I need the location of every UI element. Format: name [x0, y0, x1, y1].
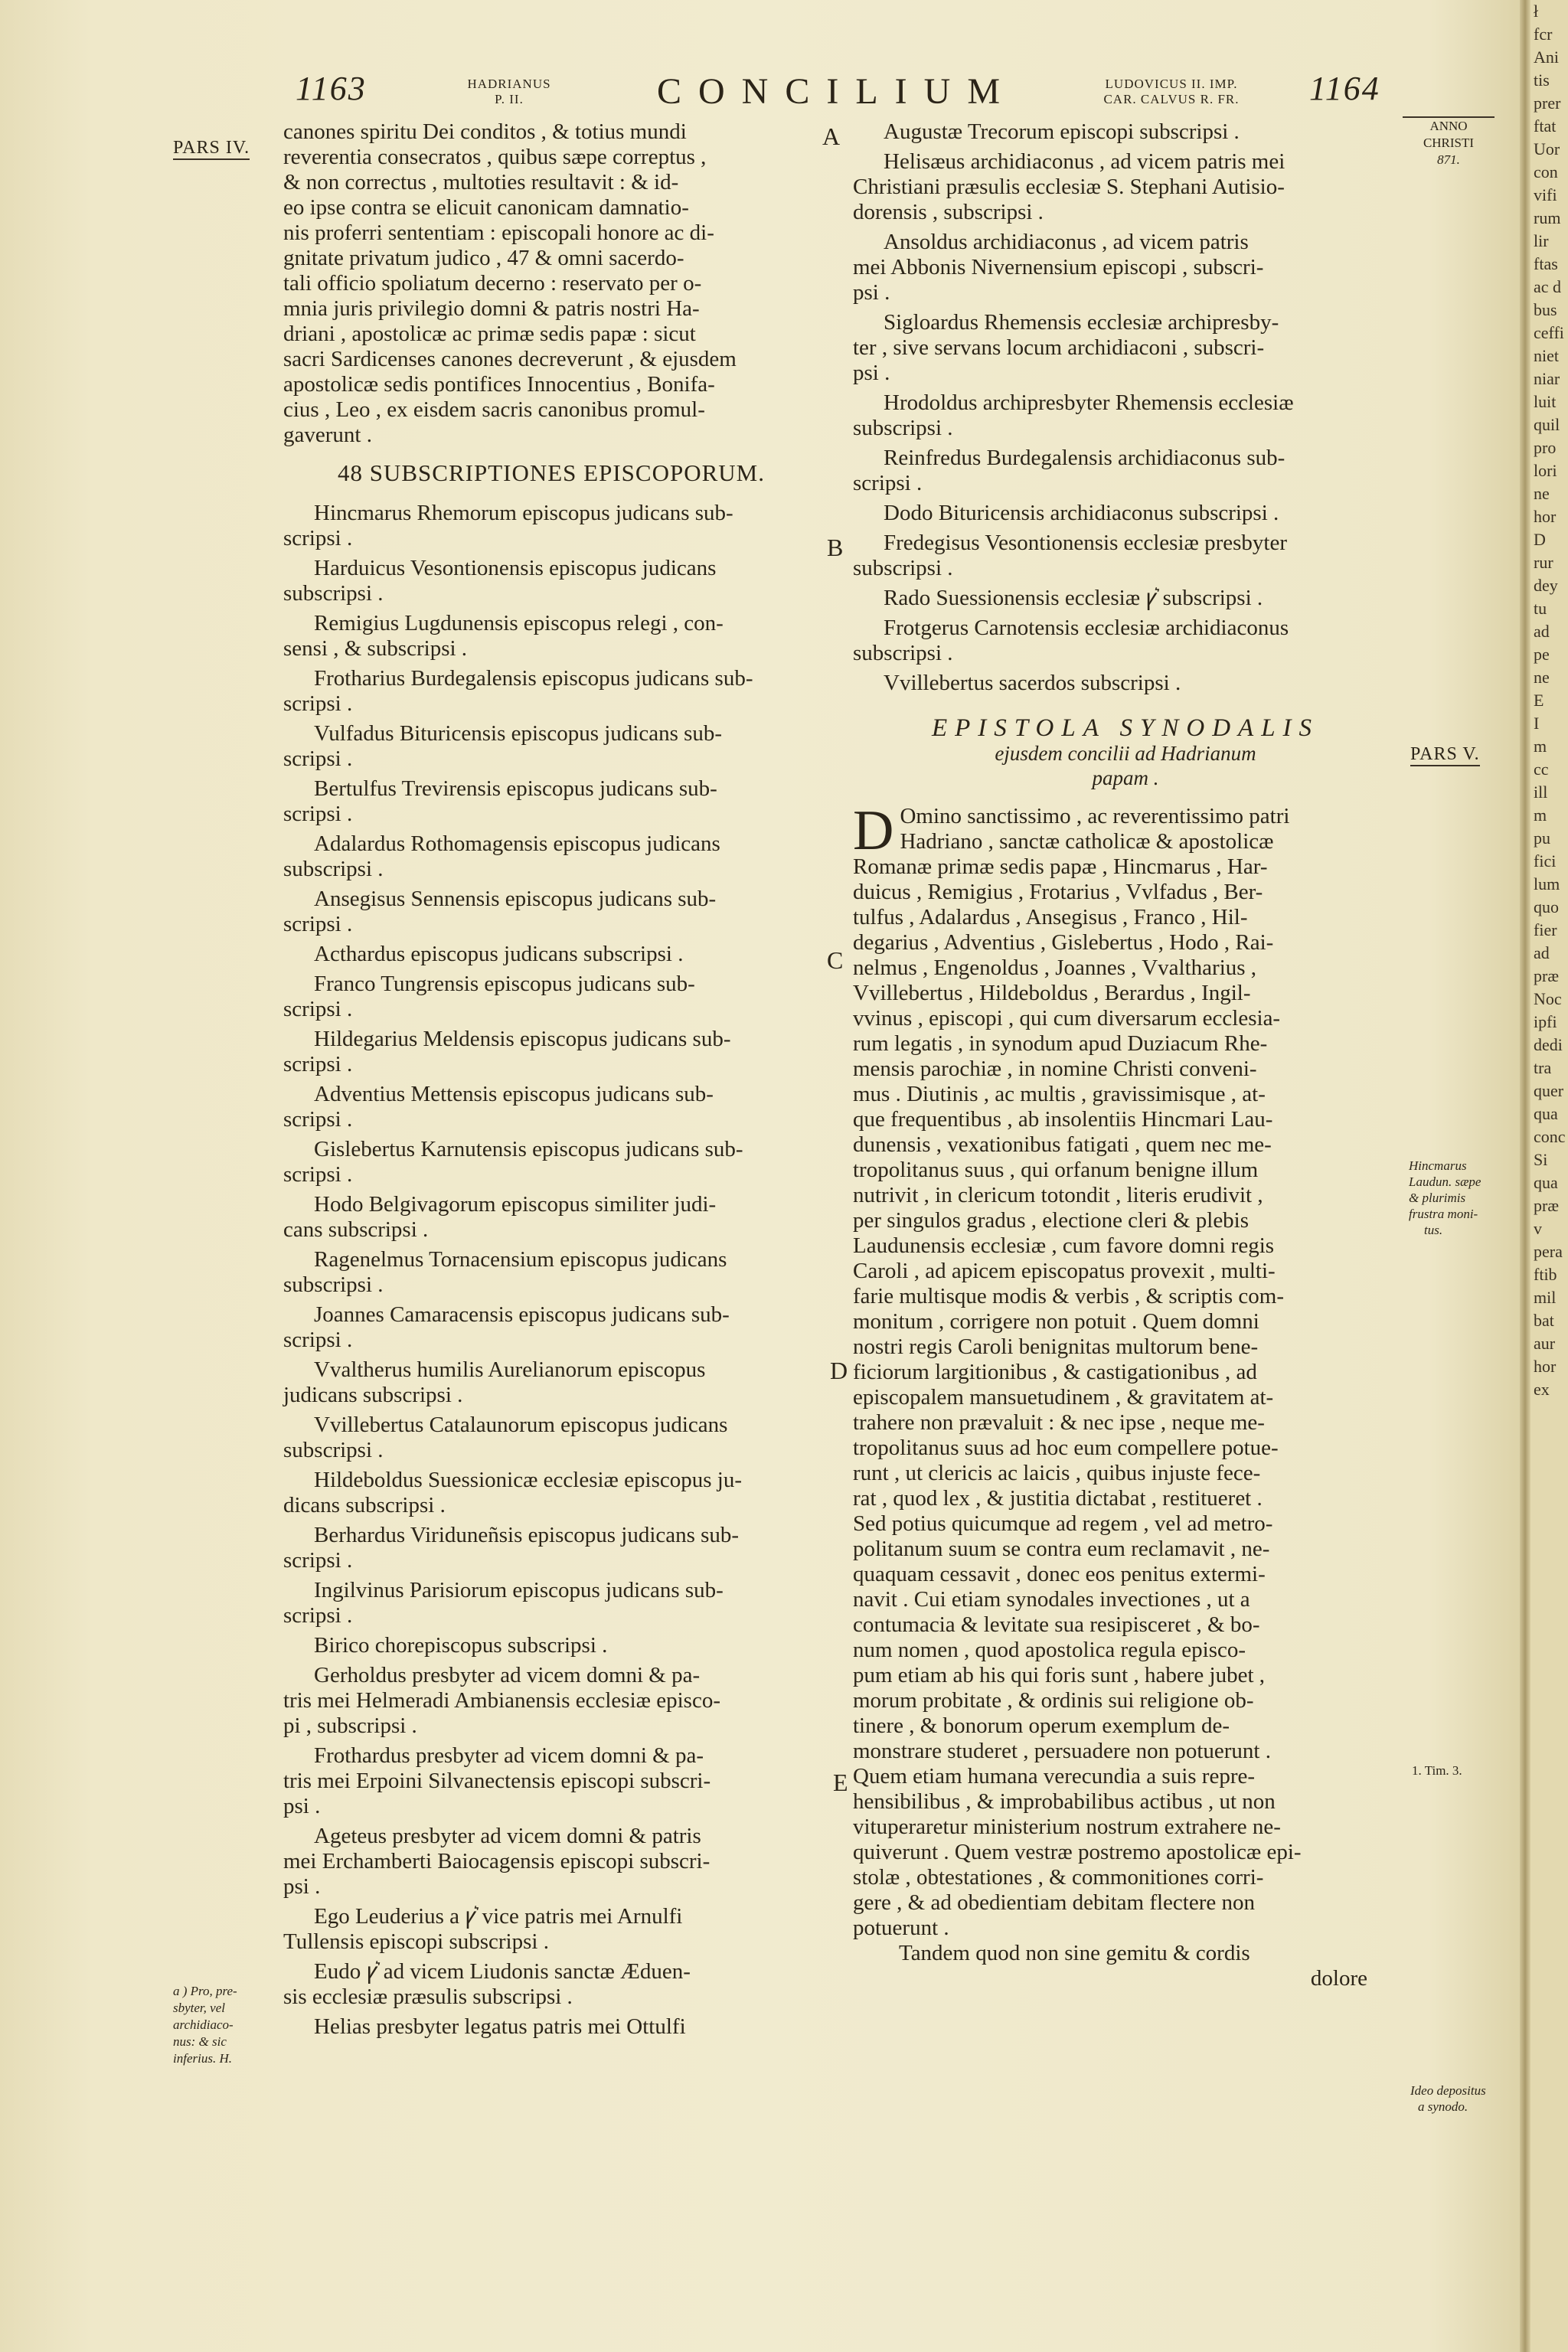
page-title: CONCILIUM — [657, 71, 1017, 112]
next-page-fragment: lori — [1534, 461, 1557, 480]
footnote-line: a ) Pro, pre- — [173, 1984, 237, 1998]
next-page-fragment: con — [1534, 162, 1558, 181]
subscription-list — [853, 119, 1398, 696]
text-line: Vvillebertus Catalaunorum episcopus judicans — [314, 1413, 728, 1437]
note-line: frustra moni- — [1409, 1207, 1478, 1221]
text-line: & non correctus , multoties resultavit : & id- — [283, 170, 679, 194]
text-line: Birico chorepiscopus subscripsi . — [314, 1633, 608, 1658]
next-page-fragment: vifi — [1534, 185, 1557, 204]
left-running-head — [452, 77, 567, 107]
text-line: Berhardus Viriduneñsis episcopus judicans sub- — [314, 1523, 740, 1547]
text-line: scripsi . — [283, 1107, 353, 1132]
next-page-fragment: E — [1534, 691, 1544, 710]
subscriptions-heading: 48 SUBSCRIPTIONES EPISCOPORUM. — [338, 459, 765, 486]
next-page-fragment: ac d — [1534, 277, 1562, 296]
subscription-entry — [283, 1663, 819, 1739]
text-line: Ingilvinus Parisiorum episcopus judicans sub- — [314, 1578, 724, 1602]
text-line: nelmus , Engenoldus , Joannes , Vvaltharius , — [853, 956, 1257, 980]
text-line: cius , Leo , ex eisdem sacris canonibus promul- — [283, 397, 705, 422]
text-line: cans subscripsi . — [283, 1217, 429, 1242]
subscription-entry — [283, 1633, 819, 1658]
text-line: mei Abbonis Nivernensium episcopi , subscri- — [853, 255, 1264, 279]
subscription-entry — [283, 972, 819, 1022]
running-head-line: CAR. CALVUS R. FR. — [1103, 92, 1240, 106]
text-line: que frequentibus , ab insolentiis Hincmari Lau- — [853, 1107, 1273, 1132]
subscription-entry — [283, 1192, 819, 1243]
subscription-entry — [283, 1247, 819, 1298]
text-line: Rado Suessionensis ecclesiæ ꝩ͛ subscripsi . — [884, 586, 1263, 610]
next-page-fragment: ne — [1534, 484, 1550, 503]
next-page-fragment: quer — [1534, 1081, 1564, 1100]
next-page-fragment: pe — [1534, 645, 1550, 664]
text-line: nostri regis Caroli benignitas multorum bene- — [853, 1334, 1259, 1359]
subscription-entry — [283, 611, 819, 662]
anno-label: ANNO — [1429, 119, 1468, 133]
text-line: subscripsi . — [283, 581, 384, 606]
text-line: scripsi . — [283, 1603, 353, 1628]
text-line: rat , quod lex , & justitia dictabat , restitueret . — [853, 1486, 1263, 1511]
text-line: Eudo ꝩ͛ ad vicem Liudonis sanctæ Æduen- — [314, 1959, 691, 1984]
text-line: scripsi . — [283, 1548, 353, 1573]
margin-note-ideo — [1410, 2082, 1486, 2115]
running-head-line: P. II. — [495, 92, 524, 106]
subscription-entry — [283, 1302, 819, 1353]
next-page-fragment: rum — [1534, 208, 1561, 227]
text-line: gere , & ad obedientiam debitam flectere non — [853, 1890, 1256, 1915]
running-head-line: HADRIANUS — [467, 77, 551, 91]
footnote — [173, 1983, 288, 2067]
text-line: eo ipse contra se elicuit canonicam damnatio- — [283, 195, 689, 220]
text-line: Vvillebertus sacerdos subscripsi . — [884, 671, 1181, 695]
text-line: num nomen , quod apostolica regula episco- — [853, 1638, 1246, 1662]
subscription-entry — [853, 149, 1398, 225]
subscription-entry — [853, 531, 1398, 581]
subscription-entry — [853, 446, 1398, 496]
next-page-fragment: v — [1534, 1219, 1542, 1238]
section-letter-a: A — [822, 122, 841, 150]
text-line: Helias presbyter legatus patris mei Ottulfi — [314, 2014, 686, 2039]
subscription-entry — [853, 501, 1398, 526]
text-line: potuerunt . — [853, 1916, 949, 1940]
next-page-fragment: I — [1534, 714, 1540, 733]
text-line: scripsi . — [283, 912, 353, 936]
text-line: scripsi . — [283, 997, 353, 1021]
year-label: 871. — [1437, 152, 1460, 167]
subscription-entry — [283, 501, 819, 551]
text-line: psi . — [283, 1794, 321, 1818]
next-page-fragment: bat — [1534, 1311, 1554, 1330]
left-column — [283, 119, 819, 2044]
subscription-list — [283, 501, 819, 2040]
footnote-line: inferius. H. — [173, 2051, 232, 2066]
next-page-edge — [1530, 0, 1568, 2352]
text-line: Joannes Camaracensis episcopus judicans sub- — [314, 1302, 730, 1327]
text-line: tali officio spoliatum decerno : reservato per o- — [283, 271, 702, 296]
text-line: apostolicæ sedis pontifices Innocentius , Bonifa- — [283, 372, 715, 397]
text-line: ter , sive servans locum archidiaconi , subscri- — [853, 335, 1265, 360]
text-line: Caroli , ad apicem episcopatus provexit , multi- — [853, 1259, 1276, 1283]
text-line: quiverunt . Quem vestræ postremo apostolicæ epi- — [853, 1840, 1302, 1864]
text-line: Ansegisus Sennensis episcopus judicans sub- — [314, 887, 717, 911]
text-line: Dodo Bituricensis archidiaconus subscripsi . — [884, 501, 1279, 525]
next-page-fragment: præ — [1534, 966, 1559, 985]
text-line: dunensis , vexationibus fatigati , quem nec me- — [853, 1132, 1272, 1157]
next-page-fragment: niar — [1534, 369, 1560, 388]
subscription-entry — [283, 1578, 819, 1628]
text-line: Remigius Lugdunensis episcopus relegi , con- — [314, 611, 724, 635]
next-page-fragment: qua — [1534, 1173, 1558, 1192]
text-line: sensi , & subscripsi . — [283, 636, 468, 661]
text-line: Fredegisus Vesontionensis ecclesiæ presbyter — [884, 531, 1288, 555]
subscription-entry — [283, 831, 819, 882]
next-page-fragment: ł — [1534, 2, 1539, 21]
text-line: mensis parochiæ , in nomine Christi conveni- — [853, 1057, 1257, 1081]
next-page-fragment: fici — [1534, 851, 1557, 871]
text-line: Frotharius Burdegalensis episcopus judicans sub- — [314, 666, 753, 691]
footnote-line: archidiaco- — [173, 2017, 234, 2032]
next-page-fragment: quo — [1534, 897, 1559, 916]
next-page-fragment: qua — [1534, 1104, 1558, 1123]
text-line: Hincmarus Rhemorum episcopus judicans sub- — [314, 501, 733, 525]
text-line: Ageteus presbyter ad vicem domni & patris — [314, 1824, 701, 1848]
text-line: dicans subscripsi . — [283, 1493, 446, 1517]
next-page-fragment: Noc — [1534, 989, 1562, 1008]
text-line: contumacia & levitate sua resipisceret , & bo- — [853, 1612, 1260, 1637]
subscription-entry — [283, 666, 819, 717]
footnote-line: sbyter, vel — [173, 2001, 225, 2015]
subscription-entry — [283, 1523, 819, 1573]
right-page-number: 1164 — [1309, 70, 1380, 107]
next-page-fragment: lum — [1534, 874, 1560, 893]
text-line: sis ecclesiæ præsulis subscripsi . — [283, 1984, 573, 2009]
text-line: subscripsi . — [853, 556, 953, 580]
epistola-body — [853, 799, 1398, 1941]
text-line: subscripsi . — [283, 1438, 384, 1462]
catchword: dolore — [1310, 1966, 1367, 1991]
right-column — [853, 119, 1398, 1991]
text-line: Hildegarius Meldensis episcopus judicans sub- — [314, 1027, 731, 1051]
text-line: Tandem quod non sine gemitu & cordis — [899, 1941, 1250, 1965]
text-line: Ansoldus archidiaconus , ad vicem patris — [884, 230, 1249, 254]
next-page-fragment: pro — [1534, 438, 1557, 457]
epistola-subtitle: ejusdem concilii ad Hadrianum — [995, 742, 1256, 765]
text-line: tropolitanus suus , qui orfanum benigne illum — [853, 1158, 1259, 1182]
text-line: Adalardus Rothomagensis episcopus judicans — [314, 831, 720, 856]
right-running-head — [1049, 77, 1294, 107]
subscription-entry — [853, 390, 1398, 441]
text-line: tris mei Erpoini Silvanectensis episcopi subscri- — [283, 1769, 711, 1793]
subscription-entry — [853, 310, 1398, 386]
note-line: a synodo. — [1418, 2099, 1468, 2114]
text-line: episcopalem mansuetudinem , & gravitatem at- — [853, 1385, 1274, 1410]
text-line: subscripsi . — [283, 857, 384, 881]
next-page-fragment: hor — [1534, 507, 1557, 526]
text-line: per singulos gradus , electione cleri & plebis — [853, 1208, 1250, 1233]
book-gutter — [1520, 0, 1530, 2352]
section-letter-d: D — [830, 1357, 848, 1384]
next-page-fragment: pera — [1534, 1242, 1563, 1261]
pars-iv-label: PARS IV. — [173, 138, 250, 160]
text-line: monstrare studeret , persuadere non potuerunt . — [853, 1739, 1271, 1763]
next-page-fragment: præ — [1534, 1196, 1559, 1215]
text-line: Omino sanctissimo , ac reverentissimo patri — [900, 804, 1290, 828]
text-line: Quem etiam humana verecundia a suis repre- — [853, 1764, 1256, 1788]
text-line: runt , ut clericis ac laicis , quibus injuste fece- — [853, 1461, 1261, 1485]
text-line: judicans subscripsi . — [283, 1383, 463, 1407]
intro-paragraph — [283, 119, 819, 448]
text-line: mei Erchamberti Baiocagensis episcopi subscri- — [283, 1849, 710, 1873]
text-line: Franco Tungrensis episcopus judicans sub- — [314, 972, 695, 996]
text-line: morum probitate , & ordinis sui religione ob- — [853, 1688, 1254, 1713]
next-page-fragment: ne — [1534, 668, 1550, 687]
text-line: Ragenelmus Tornacensium episcopus judicans — [314, 1247, 727, 1272]
epistola-subtitle: papam . — [1092, 766, 1159, 789]
text-line: subscripsi . — [283, 1272, 384, 1297]
next-page-fragment: tu — [1534, 599, 1547, 618]
text-line: Gerholdus presbyter ad vicem domni & pa- — [314, 1663, 701, 1687]
subscription-entry — [283, 1357, 819, 1408]
footnote-line: nus: & sic — [173, 2034, 227, 2049]
subscription-entry — [853, 616, 1398, 666]
text-line: farie multisque modis & verbis , & scriptis com- — [853, 1284, 1284, 1308]
epistola-title: EPISTOLA SYNODALIS — [931, 714, 1320, 742]
text-line: dorensis , subscripsi . — [853, 200, 1044, 224]
text-line: Romanæ primæ sedis papæ , Hincmarus , Har- — [853, 854, 1268, 879]
text-line: Helisæus archidiaconus , ad vicem patris mei — [884, 149, 1285, 174]
next-page-fragment: D — [1534, 530, 1546, 549]
text-line: gnitate privatum judico , 47 & omni sacerdo- — [283, 246, 684, 270]
next-page-fragment: Si — [1534, 1150, 1548, 1169]
text-line: subscripsi . — [853, 641, 953, 665]
subscription-entry — [283, 1904, 819, 1955]
text-line: scripsi . — [283, 746, 353, 771]
next-page-fragment: aur — [1534, 1334, 1556, 1353]
text-line: Bertulfus Trevirensis episcopus judicans sub- — [314, 776, 717, 801]
subscription-entry — [283, 776, 819, 827]
next-page-fragment: fier — [1534, 920, 1557, 939]
next-page-fragment: Uor — [1534, 139, 1560, 158]
text-line: Frotgerus Carnotensis ecclesiæ archidiaconus — [884, 616, 1289, 640]
text-line: navit . Cui etiam synodales invectiones , ut a — [853, 1587, 1250, 1612]
text-line: Acthardus episcopus judicans subscripsi . — [314, 942, 684, 966]
text-line: Gislebertus Karnutensis episcopus judicans sub- — [314, 1137, 743, 1161]
note-line: tus. — [1424, 1223, 1443, 1237]
next-page-fragment: pu — [1534, 828, 1550, 848]
next-page-fragment: lir — [1534, 231, 1549, 250]
subscription-entry — [283, 1824, 819, 1900]
text-line: scripsi . — [283, 526, 353, 550]
text-line: Reinfredus Burdegalensis archidiaconus sub- — [884, 446, 1285, 470]
text-line: Hrodoldus archipresbyter Rhemensis ecclesiæ — [884, 390, 1294, 415]
text-line: trahere non prævaluit : & nec ipse , neque me- — [853, 1410, 1265, 1435]
subscription-entry — [283, 1413, 819, 1463]
margin-note-hincmarus — [1409, 1158, 1508, 1238]
text-line: subscripsi . — [853, 416, 953, 440]
pars-v-label: PARS V. — [1410, 744, 1480, 766]
note-line: Hincmarus — [1409, 1158, 1467, 1173]
subscription-entry — [283, 2014, 819, 2040]
text-line: tris mei Helmeradi Ambianensis ecclesiæ episco- — [283, 1688, 720, 1713]
subscription-entry — [283, 721, 819, 772]
text-line: Laudunensis ecclesiæ , cum favore domni regis — [853, 1233, 1275, 1258]
text-line: gaverunt . — [283, 423, 372, 447]
subscription-entry — [283, 1082, 819, 1132]
next-page-fragment: hor — [1534, 1357, 1557, 1376]
text-line: reverentia consecratos , quibus sæpe correptus , — [283, 145, 707, 169]
subscription-entry — [283, 1959, 819, 2010]
text-line: Harduicus Vesontionensis episcopus judicans — [314, 556, 717, 580]
next-page-fragment: conc — [1534, 1127, 1566, 1146]
drop-cap: D — [853, 799, 894, 862]
text-line: vvinus , episcopi , qui cum diversarum ecclesia- — [853, 1006, 1281, 1031]
text-line: Ego Leuderius a ꝩ͛ vice patris mei Arnulfi — [314, 1904, 683, 1929]
text-line: Sigloardus Rhemensis ecclesiæ archipresby- — [884, 310, 1279, 335]
text-line: scripsi . — [283, 1162, 353, 1187]
subscription-entry — [853, 671, 1398, 696]
text-line: vituperaretur ministerium nostrum extrahere ne- — [853, 1815, 1281, 1839]
text-line: psi . — [283, 1874, 321, 1899]
text-line: degarius , Adventius , Gislebertus , Hodo , Rai- — [853, 930, 1274, 955]
text-line: Hodo Belgivagorum episcopus similiter judi- — [314, 1192, 717, 1217]
next-page-fragment: bus — [1534, 300, 1557, 319]
text-line: tropolitanus suus ad hoc eum compellere potue- — [853, 1436, 1279, 1460]
text-line: rum legatis , in synodum apud Duziacum Rhe- — [853, 1031, 1268, 1056]
text-line: pum etiam ab his qui foris sunt , habere jubet , — [853, 1663, 1266, 1687]
text-line: Sed potius quicumque ad regem , vel ad metro- — [853, 1511, 1273, 1536]
text-line: Tullensis episcopi subscripsi . — [283, 1929, 549, 1954]
text-line: stolæ , obtestationes , & commonitiones corri- — [853, 1865, 1264, 1890]
text-line: Christiani præsulis ecclesiæ S. Stephani Autisio- — [853, 175, 1285, 199]
text-line: Vulfadus Bituricensis episcopus judicans sub- — [314, 721, 723, 746]
subscription-entry — [283, 556, 819, 606]
text-line: scripsi . — [283, 1052, 353, 1076]
text-line: Vvaltherus humilis Aurelianorum episcopus — [314, 1357, 706, 1382]
margin-note-timothy: 1. Tim. 3. — [1412, 1763, 1462, 1778]
subscription-entry — [853, 119, 1398, 145]
next-page-fragment: ftib — [1534, 1265, 1557, 1284]
running-head-line: LUDOVICUS II. IMP. — [1105, 77, 1238, 91]
text-line: mnia juris privilegio domni & patris nostri Ha- — [283, 296, 700, 321]
section-letter-b: B — [827, 534, 844, 561]
text-line: sacri Sardicenses canones decreverunt , & ejusdem — [283, 347, 737, 371]
text-line: tinere , & bonorum operum exemplum de- — [853, 1713, 1230, 1738]
text-line: mus . Diutinis , ac multis , gravissimisque , at- — [853, 1082, 1266, 1106]
subscription-entry — [283, 1743, 819, 1819]
text-line: Hadriano , sanctæ catholicæ & apostolicæ — [900, 829, 1274, 854]
next-page-fragment: ftat — [1534, 116, 1557, 136]
text-line: nis proferri sententiam : episcopali honore ac di- — [283, 220, 714, 245]
next-page-fragment: dedi — [1534, 1035, 1563, 1054]
text-line: Adventius Mettensis episcopus judicans sub- — [314, 1082, 714, 1106]
christi-label: CHRISTI — [1423, 136, 1475, 150]
subscription-entry — [283, 1027, 819, 1077]
text-line: scripsi . — [283, 1328, 353, 1352]
next-page-fragment: ftas — [1534, 254, 1558, 273]
next-page-fragment: ad — [1534, 622, 1550, 641]
text-line: monitum , corrigere non potuit . Quem domni — [853, 1309, 1259, 1334]
next-page-fragment: ipfi — [1534, 1012, 1557, 1031]
next-page-fragment: quil — [1534, 415, 1560, 434]
text-line: quaquam cessavit , donec eos penitus extermi- — [853, 1562, 1266, 1586]
next-page-fragment: prer — [1534, 93, 1561, 113]
text-line: nutrivit , in clericum totondit , literis erudivit , — [853, 1183, 1263, 1207]
text-line: scripsi . — [283, 802, 353, 826]
next-page-fragment: fcr — [1534, 24, 1553, 44]
text-line: tulfus , Adalardus , Ansegisus , Franco , Hil- — [853, 905, 1248, 929]
text-line: Vvillebertus , Hildeboldus , Berardus , Ingil- — [853, 981, 1251, 1005]
subscription-entry — [853, 230, 1398, 305]
text-line: hensibilibus , & improbabilibus actibus , ut non — [853, 1789, 1276, 1814]
text-line: canones spiritu Dei conditos , & totius mundi — [283, 119, 687, 144]
text-line: duicus , Remigius , Frotarius , Vvlfadus , Ber- — [853, 880, 1263, 904]
text-line: Augustæ Trecorum episcopi subscripsi . — [884, 119, 1240, 144]
note-line: Ideo depositus — [1410, 2083, 1486, 2098]
next-page-fragment: m — [1534, 805, 1547, 825]
text-line: Hildeboldus Suessionicæ ecclesiæ episcopus ju- — [314, 1468, 742, 1492]
epistola-text — [853, 799, 1398, 1941]
next-page-fragment: niet — [1534, 346, 1559, 365]
next-page-fragment: tis — [1534, 70, 1550, 90]
text-line: Frothardus presbyter ad vicem domni & pa- — [314, 1743, 704, 1768]
subscription-entry — [853, 586, 1398, 611]
next-page-fragment: dey — [1534, 576, 1558, 595]
note-line: Laudun. sæpe — [1409, 1174, 1481, 1189]
text-line: pi , subscripsi . — [283, 1713, 417, 1738]
next-page-fragment: ex — [1534, 1380, 1550, 1399]
note-line: & plurimis — [1409, 1191, 1466, 1205]
next-page-fragment: ceffi — [1534, 323, 1564, 342]
text-line: scripsi . — [283, 691, 353, 716]
anno-christi-box — [1403, 116, 1494, 168]
text-line: scripsi . — [853, 471, 923, 495]
subscription-entry — [283, 1137, 819, 1187]
next-page-fragment: rur — [1534, 553, 1553, 572]
subscription-entry — [283, 887, 819, 937]
next-page-fragment: luit — [1534, 392, 1557, 411]
section-letter-e: E — [833, 1769, 848, 1796]
next-page-fragment: tra — [1534, 1058, 1552, 1077]
text-line: psi . — [853, 361, 890, 385]
next-page-fragment: ill — [1534, 782, 1548, 802]
text-line: driani , apostolicæ ac primæ sedis papæ : sicut — [283, 322, 696, 346]
text-line: psi . — [853, 280, 890, 305]
subscription-entry — [283, 1468, 819, 1518]
next-page-fragment: ad — [1534, 943, 1550, 962]
next-page-fragment: Ani — [1534, 47, 1559, 67]
next-page-fragment: m — [1534, 737, 1547, 756]
text-line: ficiorum largitionibus , & castigationibus , ad — [853, 1360, 1257, 1384]
next-page-fragment: cc — [1534, 760, 1549, 779]
subscription-entry — [283, 942, 819, 967]
text-line: politanum suum se contra eum reclamavit , ne- — [853, 1537, 1270, 1561]
section-letter-c: C — [827, 946, 844, 974]
next-page-fragment: mil — [1534, 1288, 1557, 1307]
left-page-number: 1163 — [296, 70, 367, 107]
